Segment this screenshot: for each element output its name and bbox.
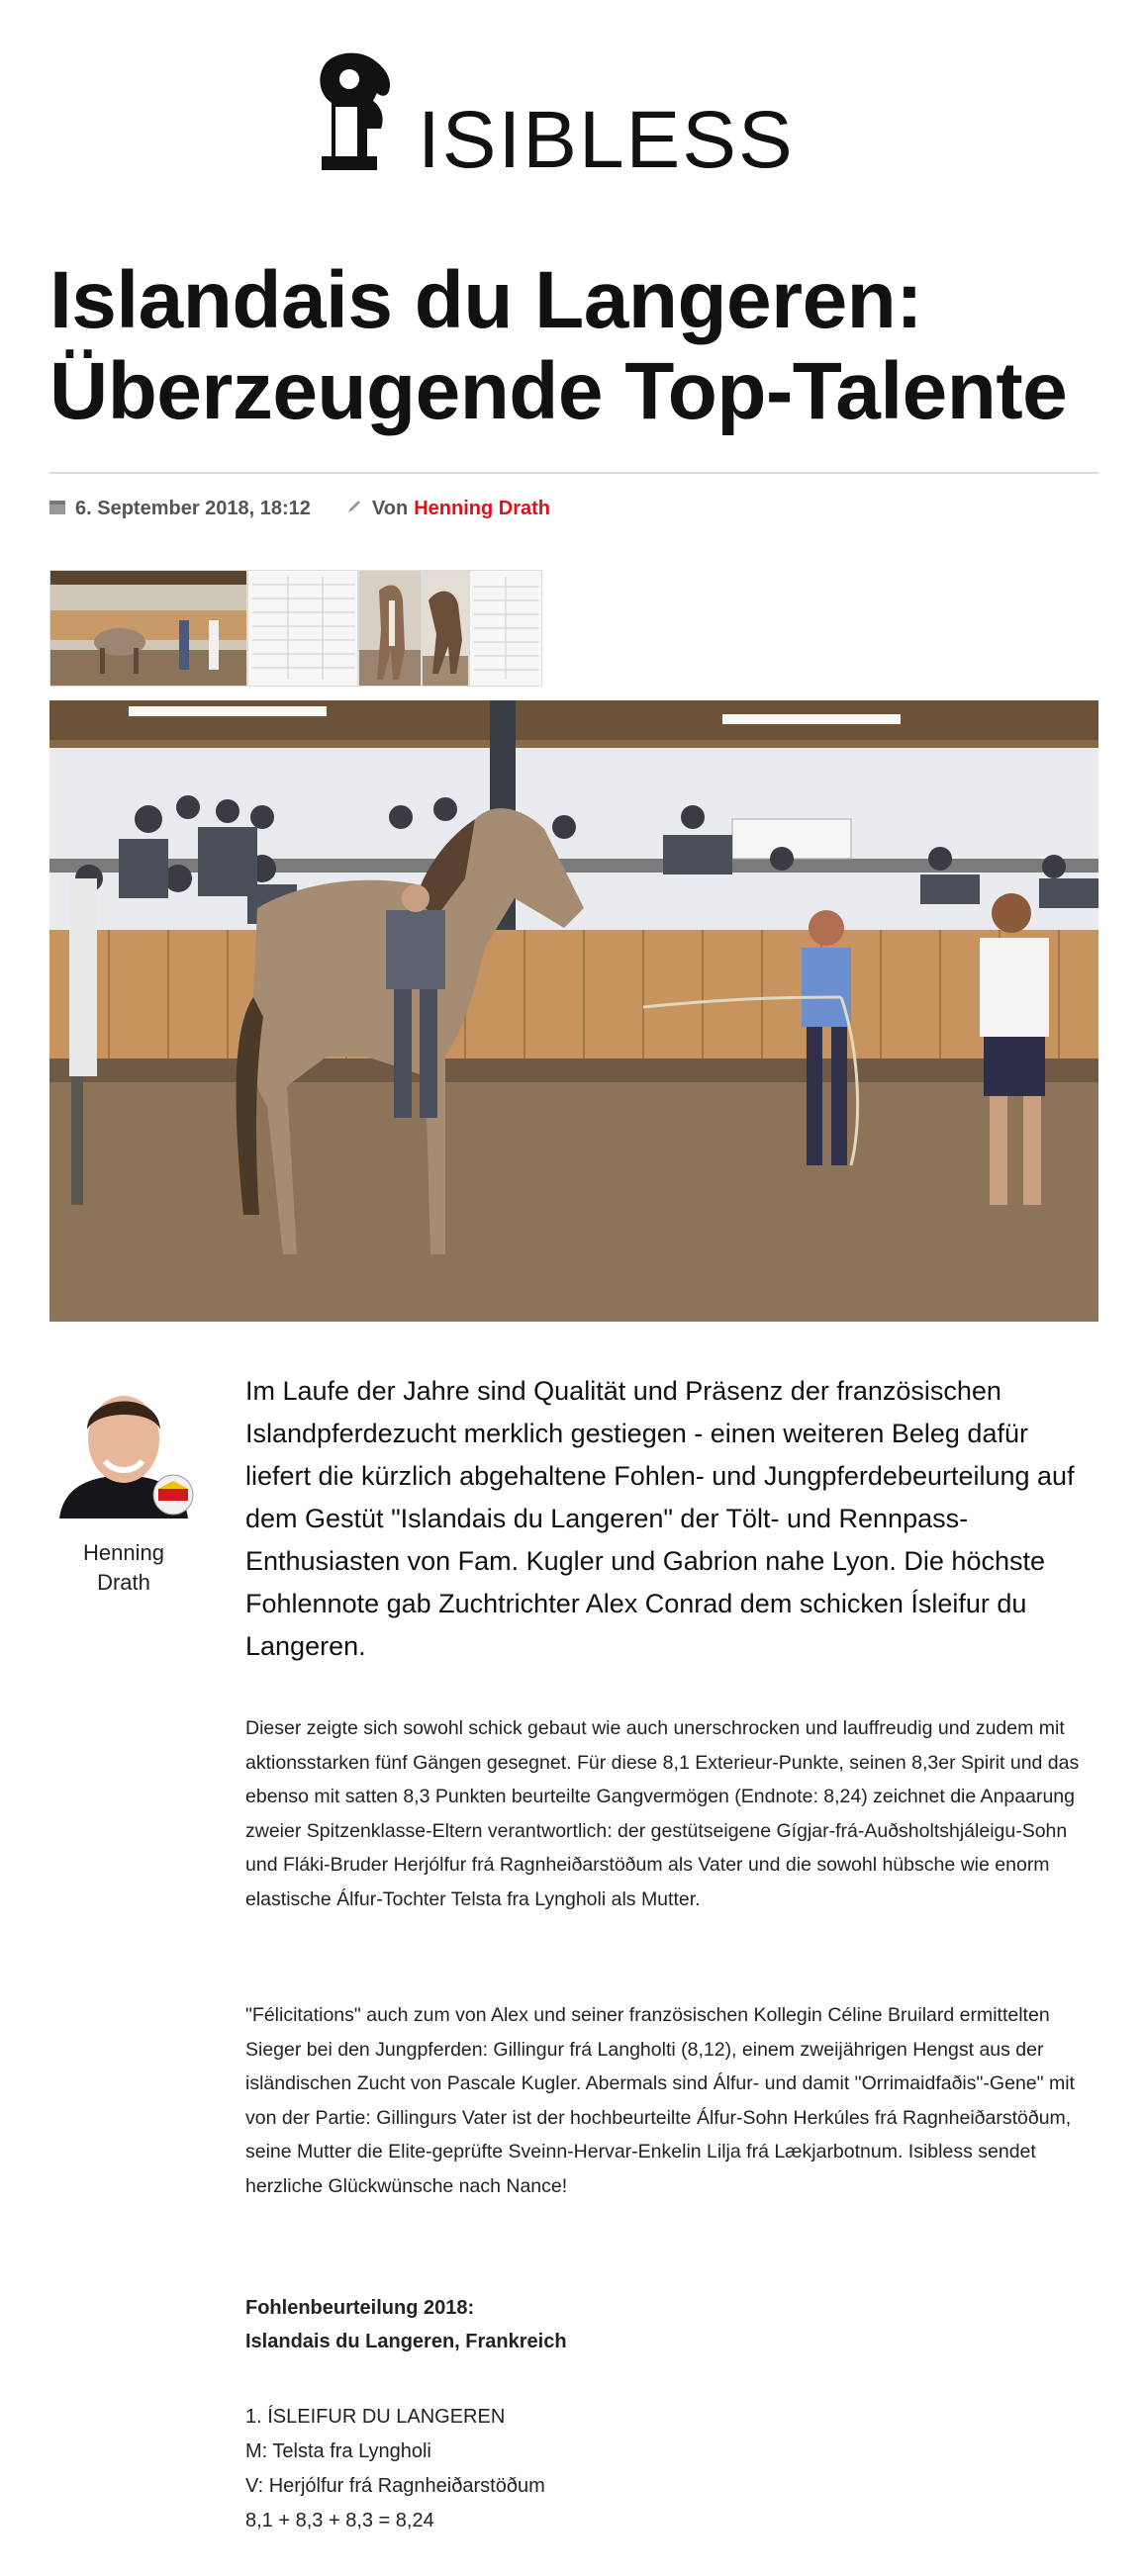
result-father: V: Herjólfur frá Ragnheiðarstöðum (245, 2475, 545, 2497)
article-paragraph-2: "Félicitations" auch zum von Alex und seiner französischen Kollegin Céline Bruilard ermittelten Sieger bei den Jungpferden: Gillingur frá Langholti (8,12), einem zweijährigen Hengst aus der isländischen Zucht von Pascale Kugler. Abermals sind Álfur- und damit "Orrimaidfaðis"-Gene" mit von der Partie: Gillingurs Vater ist der hochbeurteilte Álfur-Sohn Herkúles frá Ragnheiðarstöðum, seine Mutter die Elite-geprüfte Sveinn-Hervar-Enkelin Lilja frá Lækjarbotnum. Isibless sendet herzliche Glückwünsche nach Nance! (245, 2004, 1075, 2197)
article-date: 6. September 2018, 18:12 (75, 497, 311, 519)
article-title (49, 255, 1098, 437)
results-heading-line-2: Islandais du Langeren, Frankreich (245, 2331, 567, 2352)
article-lead: Im Laufe der Jahre sind Qualität und Präsenz der französischen Islandpferdezucht merklich gestiegen - einen weiteren Beleg dafür liefert die kürzlich abgehaltene Fohlen- und Jungpferdebeurteilung auf dem Gestüt "Islandais du Langeren" der Tölt- und Rennpass-Enthusiasten von Fam. Kugler und Gabrion nahe Lyon. Die höchste Fohlennote gab Zuchtrichter Alex Conrad dem schicken Ísleifur du Langeren. (245, 1376, 1075, 1661)
author-link[interactable]: Henning Drath (414, 497, 550, 519)
site-logo[interactable] (302, 46, 797, 194)
results-heading (245, 2291, 567, 2358)
gallery-thumb-2[interactable] (247, 570, 358, 687)
gallery-thumbnails (49, 570, 542, 687)
title-line-1: Islandais du Langeren: (49, 255, 923, 345)
gallery-thumb-1[interactable] (49, 570, 247, 687)
site-name: ISIBLESS (418, 95, 795, 185)
gallery-thumb-3[interactable] (358, 570, 422, 687)
gallery-thumb-4[interactable] (422, 570, 469, 687)
logo-horse-icon (302, 46, 411, 184)
author-first-name: Henning (83, 1540, 164, 1565)
main-photo[interactable] (49, 700, 1098, 1322)
author-name (49, 1538, 198, 1598)
article-meta (49, 495, 550, 522)
pencil-icon (346, 498, 362, 520)
divider (49, 472, 1098, 474)
calendar-icon (49, 498, 65, 520)
result-mother: M: Telsta fra Lyngholi (245, 2440, 431, 2462)
author-avatar[interactable] (49, 1370, 198, 1518)
results-list (245, 2400, 545, 2538)
author-last-name: Drath (97, 1570, 150, 1595)
result-scores: 8,1 + 8,3 + 8,3 = 8,24 (245, 2510, 434, 2531)
article-paragraph-1: Dieser zeigte sich sowohl schick gebaut wie auch unerschrocken und lauffreudig und zudem mit aktionsstarken fünf Gängen gesegnet. Für diese 8,1 Exterieur-Punkte, seinen 8,3er Spirit und das ebenso mit satten 8,3 Punkten beurteilte Gangvermögen (Endnote: 8,24) zeichnet die Anpaarung zweier Spitzenklasse-Eltern verantwortlich: der gestütseigene Gígjar-frá-Auðsholtshjáleigu-Sohn und Fláki-Bruder Herjólfur frá Ragnheiðarstöðum als Vater und die sowohl hübsche wie enorm elastische Álfur-Tochter Telsta fra Lyngholi als Mutter. (245, 1717, 1080, 1910)
gallery-thumb-5[interactable] (469, 570, 542, 687)
results-heading-line-1: Fohlenbeurteilung 2018: (245, 2297, 475, 2319)
title-line-2: Überzeugende Top-Talente (49, 346, 1068, 436)
by-label: Von (371, 497, 409, 519)
result-horse-name: 1. ÍSLEIFUR DU LANGEREN (245, 2406, 506, 2428)
